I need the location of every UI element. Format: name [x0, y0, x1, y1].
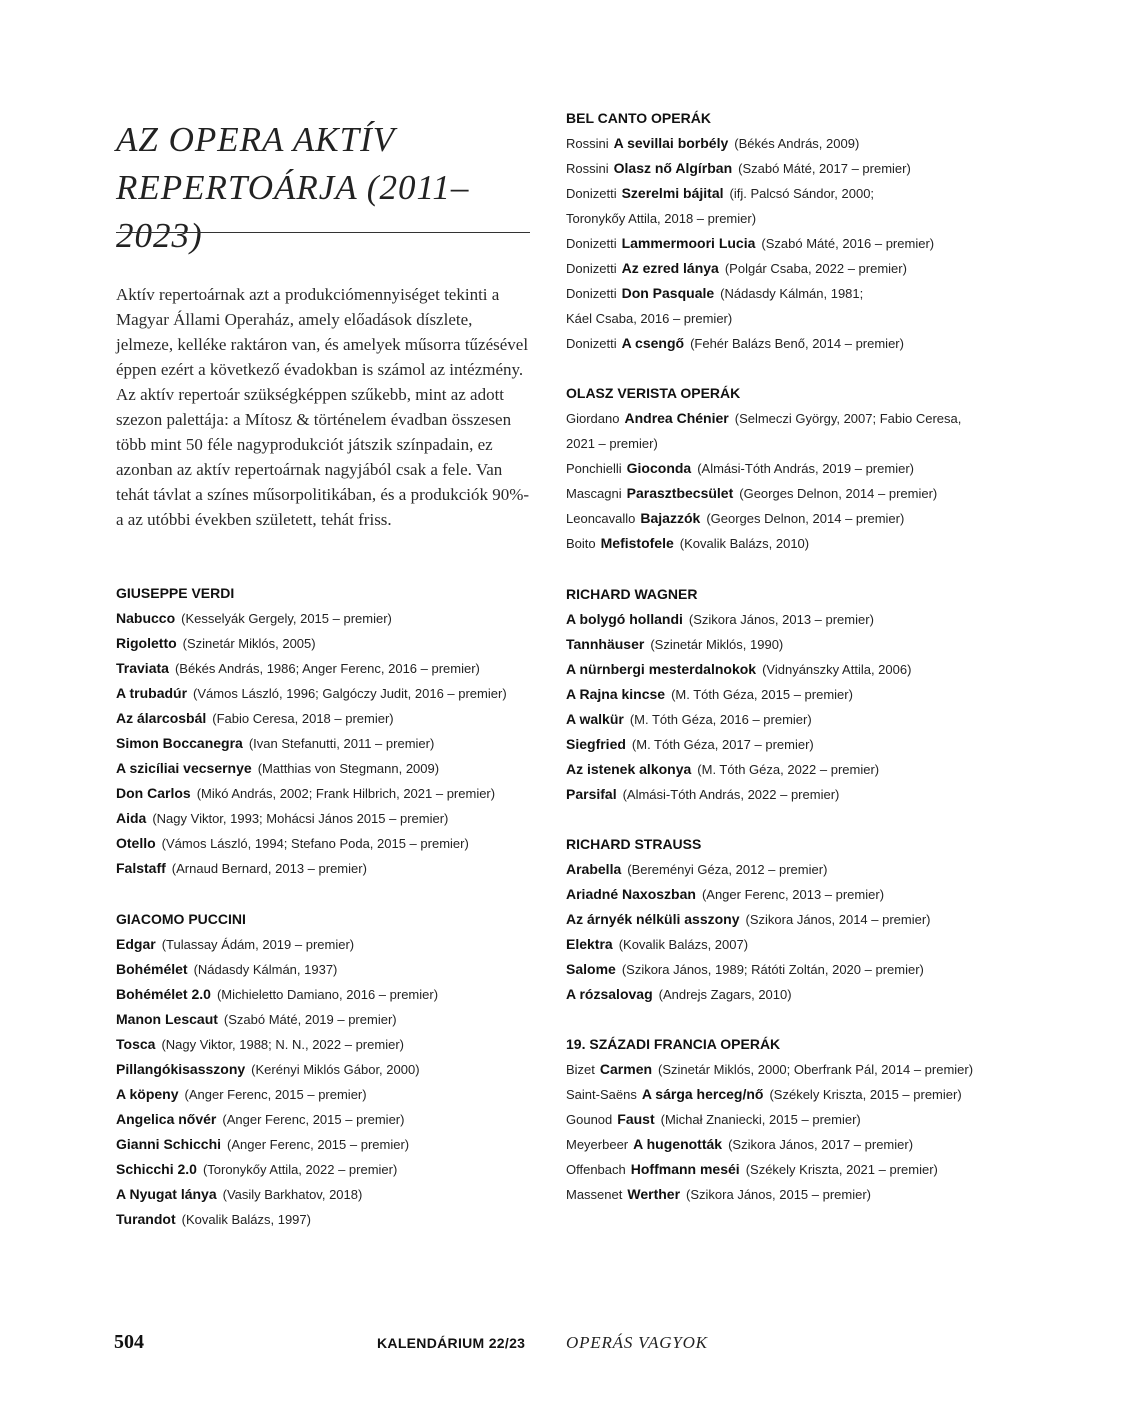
production-details: (Arnaud Bernard, 2013 – premier) [171, 861, 367, 876]
production-details: (Szinetár Miklós, 1990) [650, 637, 784, 652]
production-details: (M. Tóth Géza, 2022 – premier) [697, 762, 880, 777]
work-title: A szicíliai vecsernye [116, 760, 252, 776]
section-heading: 19. SZÁZADI FRANCIA OPERÁK [566, 1036, 781, 1052]
work-title: Parsifal [566, 786, 617, 802]
repertoire-entry [566, 632, 996, 657]
composer-name: Saint-Saëns [566, 1087, 637, 1102]
repertoire-entry [566, 1132, 996, 1157]
section-heading: RICHARD WAGNER [566, 586, 698, 602]
section-verismo [566, 381, 996, 556]
repertoire-entry [116, 756, 546, 781]
work-title: Arabella [566, 861, 622, 877]
production-details: (Anger Ferenc, 2015 – premier) [222, 1112, 405, 1127]
repertoire-entry [566, 982, 996, 1007]
repertoire-entry [116, 606, 546, 631]
section-heading: RICHARD STRAUSS [566, 836, 702, 852]
production-details: (Mikó András, 2002; Frank Hilbrich, 2021 – premier) [196, 786, 496, 801]
work-title: A Rajna kincse [566, 686, 666, 702]
production-details: (Nádasdy Kálmán, 1981; [720, 286, 864, 301]
composer-name: Donizetti [566, 261, 617, 276]
repertoire-entry [116, 1132, 546, 1157]
page-title-line-1: AZ OPERA AKTÍV [116, 120, 396, 159]
repertoire-entry [566, 1182, 996, 1207]
work-title: Rigoletto [116, 635, 177, 651]
repertoire-entry [566, 231, 996, 256]
composer-name: Ponchielli [566, 461, 622, 476]
repertoire-entry [566, 506, 996, 531]
repertoire-entry [116, 1007, 546, 1032]
repertoire-entry [116, 1157, 546, 1182]
work-title: Faust [617, 1111, 655, 1127]
section-heading: BEL CANTO OPERÁK [566, 110, 711, 126]
repertoire-entry [116, 806, 546, 831]
title-divider [116, 232, 530, 233]
work-title: A köpeny [116, 1086, 179, 1102]
production-details: (Kesselyák Gergely, 2015 – premier) [181, 611, 392, 626]
repertoire-entry [566, 331, 996, 356]
work-title: Lammermoori Lucia [621, 235, 756, 251]
work-title: Gianni Schicchi [116, 1136, 222, 1152]
section-name: OPERÁS VAGYOK [566, 1333, 708, 1352]
page-number: 504 [114, 1331, 144, 1353]
production-details: (M. Tóth Géza, 2015 – premier) [671, 687, 853, 702]
repertoire-entry [566, 957, 996, 982]
composer-name: Gounod [566, 1112, 613, 1127]
repertoire-entry [566, 682, 996, 707]
production-details: (Selmeczi György, 2007; Fabio Ceresa, [734, 411, 962, 426]
production-details: (Székely Kriszta, 2015 – premier) [769, 1087, 962, 1102]
repertoire-entry [116, 856, 546, 881]
repertoire-entry [566, 1057, 996, 1082]
work-title: A csengő [621, 335, 685, 351]
work-title: Olasz nő Algírban [613, 160, 733, 176]
section-bel-canto [566, 106, 996, 356]
publication-name: KALENDÁRIUM 22/23 [377, 1335, 526, 1351]
repertoire-entry [566, 481, 996, 506]
production-details: (Ivan Stefanutti, 2011 – premier) [248, 736, 435, 751]
production-details: (Fabio Ceresa, 2018 – premier) [212, 711, 394, 726]
work-title: Az ezred lánya [621, 260, 719, 276]
composer-name: Donizetti [566, 286, 617, 301]
production-details: (Anger Ferenc, 2015 – premier) [227, 1137, 410, 1152]
repertoire-entry [566, 1082, 996, 1107]
work-title: Otello [116, 835, 156, 851]
work-title: Salome [566, 961, 616, 977]
repertoire-entry [566, 707, 996, 732]
repertoire-entry [566, 757, 996, 782]
work-title: Turandot [116, 1211, 176, 1227]
production-details: (Vidnyánszky Attila, 2006) [762, 662, 912, 677]
production-details: (Szikora János, 2014 – premier) [745, 912, 931, 927]
work-title: Manon Lescaut [116, 1011, 218, 1027]
repertoire-entry [566, 932, 996, 957]
repertoire-entry [566, 732, 996, 757]
production-details: (Anger Ferenc, 2013 – premier) [701, 887, 885, 902]
repertoire-entry [566, 531, 996, 556]
work-title: Schicchi 2.0 [116, 1161, 197, 1177]
production-details: (Nagy Viktor, 1988; N. N., 2022 – premier) [161, 1037, 404, 1052]
composer-name: Massenet [566, 1187, 623, 1202]
work-title: Elektra [566, 936, 613, 952]
repertoire-entry [116, 1182, 546, 1207]
work-title: Gioconda [626, 460, 692, 476]
production-details: (Szinetár Miklós, 2005) [182, 636, 316, 651]
repertoire-entry [116, 731, 546, 756]
composer-name: Rossini [566, 136, 609, 151]
production-details: (ifj. Palcsó Sándor, 2000; [729, 186, 875, 201]
repertoire-entry [566, 1157, 996, 1182]
production-details: (Michał Znaniecki, 2015 – premier) [660, 1112, 861, 1127]
repertoire-entry [116, 831, 546, 856]
composer-name: Rossini [566, 161, 609, 176]
repertoire-entry [116, 1207, 546, 1232]
repertoire-entry [116, 781, 546, 806]
production-details: (Békés András, 2009) [734, 136, 860, 151]
section-heading: GIUSEPPE VERDI [116, 585, 235, 601]
production-details-continued: Káel Csaba, 2016 – premier) [566, 311, 733, 326]
production-details: (Vámos László, 1994; Stefano Poda, 2015 – premier) [161, 836, 469, 851]
repertoire-entry [116, 982, 546, 1007]
work-title: Simon Boccanegra [116, 735, 243, 751]
repertoire-entry [116, 681, 546, 706]
composer-name: Leoncavallo [566, 511, 636, 526]
production-details: (Kerényi Miklós Gábor, 2000) [251, 1062, 420, 1077]
repertoire-entry [116, 1082, 546, 1107]
production-details: (Szabó Máté, 2017 – premier) [738, 161, 911, 176]
production-details: (Szikora János, 2013 – premier) [688, 612, 874, 627]
section-strauss [566, 832, 996, 1007]
work-title: A Nyugat lánya [116, 1186, 217, 1202]
work-title: A rózsalovag [566, 986, 653, 1002]
work-title: A trubadúr [116, 685, 188, 701]
composer-name: Mascagni [566, 486, 622, 501]
production-details: (Kovalik Balázs, 1997) [181, 1212, 311, 1227]
repertoire-entry [566, 281, 996, 306]
work-title: Az istenek alkonya [566, 761, 692, 777]
composer-name: Giordano [566, 411, 620, 426]
work-title: A sárga herceg/nő [641, 1086, 764, 1102]
repertoire-entry [116, 957, 546, 982]
production-details: (M. Tóth Géza, 2016 – premier) [629, 712, 812, 727]
composer-name: Donizetti [566, 236, 617, 251]
work-title: Szerelmi bájital [621, 185, 724, 201]
page-title-line-2: REPERTOÁRJA (2011–2023) [116, 168, 470, 255]
repertoire-entry [566, 857, 996, 882]
section-heading: OLASZ VERISTA OPERÁK [566, 385, 741, 401]
production-details-continued: 2021 – premier) [566, 436, 658, 451]
work-title: Hoffmann meséi [630, 1161, 740, 1177]
work-title: Carmen [599, 1061, 653, 1077]
composer-name: Boito [566, 536, 596, 551]
work-title: A sevillai borbély [613, 135, 729, 151]
work-title: Bajazzók [640, 510, 701, 526]
work-title: A walkür [566, 711, 624, 727]
section-heading: GIACOMO PUCCINI [116, 911, 246, 927]
composer-name: Meyerbeer [566, 1137, 629, 1152]
production-details: (Szabó Máté, 2016 – premier) [761, 236, 935, 251]
production-details: (Almási-Tóth András, 2019 – premier) [697, 461, 914, 476]
work-title: Andrea Chénier [624, 410, 729, 426]
work-title: Traviata [116, 660, 169, 676]
repertoire-entry [566, 181, 996, 206]
work-title: Bohémélet 2.0 [116, 986, 211, 1002]
work-title: Edgar [116, 936, 156, 952]
repertoire-entry [566, 131, 996, 156]
repertoire-entry [566, 406, 996, 431]
repertoire-entry [566, 657, 996, 682]
production-details: (Tulassay Ádám, 2019 – premier) [161, 937, 355, 952]
production-details: (Kovalik Balázs, 2007) [618, 937, 749, 952]
work-title: Nabucco [116, 610, 176, 626]
production-details: (Georges Delnon, 2014 – premier) [706, 511, 905, 526]
work-title: Werther [627, 1186, 681, 1202]
production-details: (Kovalik Balázs, 2010) [679, 536, 810, 551]
work-title: Ariadné Naxoszban [566, 886, 696, 902]
repertoire-entry [566, 256, 996, 281]
work-title: Aida [116, 810, 147, 826]
repertoire-entry [116, 706, 546, 731]
work-title: Don Carlos [116, 785, 191, 801]
production-details: (Szikora János, 2017 – premier) [728, 1137, 914, 1152]
repertoire-entry [116, 656, 546, 681]
production-details: (Bereményi Géza, 2012 – premier) [627, 862, 828, 877]
production-details: (Nádasdy Kálmán, 1937) [193, 962, 338, 977]
section-puccini [116, 907, 546, 1232]
composer-name: Bizet [566, 1062, 595, 1077]
production-details-continued: Toronykőy Attila, 2018 – premier) [566, 211, 757, 226]
production-details: (Nagy Viktor, 1993; Mohácsi János 2015 – premier) [152, 811, 449, 826]
work-title: Az álarcosbál [116, 710, 207, 726]
repertoire-entry [566, 156, 996, 181]
work-title: A nürnbergi mesterdalnokok [566, 661, 757, 677]
repertoire-entry [116, 1032, 546, 1057]
section-french [566, 1032, 996, 1207]
intro-paragraph: Aktív repertoárnak azt a produkciómennyiséget tekinti a Magyar Állami Operaház, amely előadások díszlete, jelmeze, kelléke raktáron van, és amelyek műsorra tűzésével éppen ezért a következő évadokban is számol az intézmény. Az aktív repertoár szükségképpen szűkebb, mint az adott szezon palettája: a Mítosz & történelem évadban összesen több mint 50 féle nagyprodukciót játszik színpadain, ez azonban az aktív repertoárnak nagyjából csak a fele. Van tehát távlat a színes műsorpolitikában, és a produkciók 90%-a az utóbbi években született, tehát friss. [116, 285, 530, 529]
work-title: Angelica nővér [116, 1111, 217, 1127]
repertoire-entry [116, 631, 546, 656]
production-details: (Polgár Csaba, 2022 – premier) [724, 261, 907, 276]
production-details: (Szabó Máté, 2019 – premier) [223, 1012, 397, 1027]
production-details: (Szikora János, 1989; Rátóti Zoltán, 2020 – premier) [621, 962, 924, 977]
production-details: (Georges Delnon, 2014 – premier) [739, 486, 938, 501]
work-title: Don Pasquale [621, 285, 715, 301]
production-details: (Andrejs Zagars, 2010) [658, 987, 792, 1002]
production-details: (Békés András, 1986; Anger Ferenc, 2016 – premier) [174, 661, 480, 676]
work-title: Tosca [116, 1036, 156, 1052]
repertoire-entry [116, 1107, 546, 1132]
work-title: Siegfried [566, 736, 626, 752]
work-title: Bohémélet [116, 961, 188, 977]
production-details: (Anger Ferenc, 2015 – premier) [184, 1087, 367, 1102]
production-details: (Almási-Tóth András, 2022 – premier) [622, 787, 840, 802]
production-details: (Vámos László, 1996; Galgóczy Judit, 2016 – premier) [193, 686, 507, 701]
work-title: A bolygó hollandi [566, 611, 683, 627]
production-details: (Szikora János, 2015 – premier) [686, 1187, 872, 1202]
composer-name: Donizetti [566, 336, 617, 351]
section-verdi [116, 581, 546, 881]
repertoire-entry [566, 607, 996, 632]
repertoire-entry [116, 932, 546, 957]
production-details: (Szinetár Miklós, 2000; Oberfrank Pál, 2014 – premier) [658, 1062, 974, 1077]
production-details: (Vasily Barkhatov, 2018) [222, 1187, 363, 1202]
production-details: (M. Tóth Géza, 2017 – premier) [631, 737, 814, 752]
work-title: Tannhäuser [566, 636, 645, 652]
production-details: (Michieletto Damiano, 2016 – premier) [216, 987, 439, 1002]
production-details: (Toronykőy Attila, 2022 – premier) [202, 1162, 398, 1177]
repertoire-entry [116, 1057, 546, 1082]
composer-name: Donizetti [566, 186, 617, 201]
work-title: Falstaff [116, 860, 166, 876]
repertoire-entry [566, 456, 996, 481]
work-title: Az árnyék nélküli asszony [566, 911, 740, 927]
repertoire-entry [566, 1107, 996, 1132]
work-title: A hugenották [633, 1136, 723, 1152]
section-wagner [566, 582, 996, 807]
page-title [116, 116, 536, 260]
repertoire-entry [566, 907, 996, 932]
work-title: Pillangókisasszony [116, 1061, 246, 1077]
work-title: Parasztbecsület [626, 485, 734, 501]
composer-name: Offenbach [566, 1162, 626, 1177]
repertoire-entry [566, 882, 996, 907]
production-details: (Matthias von Stegmann, 2009) [257, 761, 440, 776]
repertoire-entry [566, 782, 996, 807]
work-title: Mefistofele [600, 535, 674, 551]
production-details: (Székely Kriszta, 2021 – premier) [745, 1162, 938, 1177]
production-details: (Fehér Balázs Benő, 2014 – premier) [690, 336, 904, 351]
